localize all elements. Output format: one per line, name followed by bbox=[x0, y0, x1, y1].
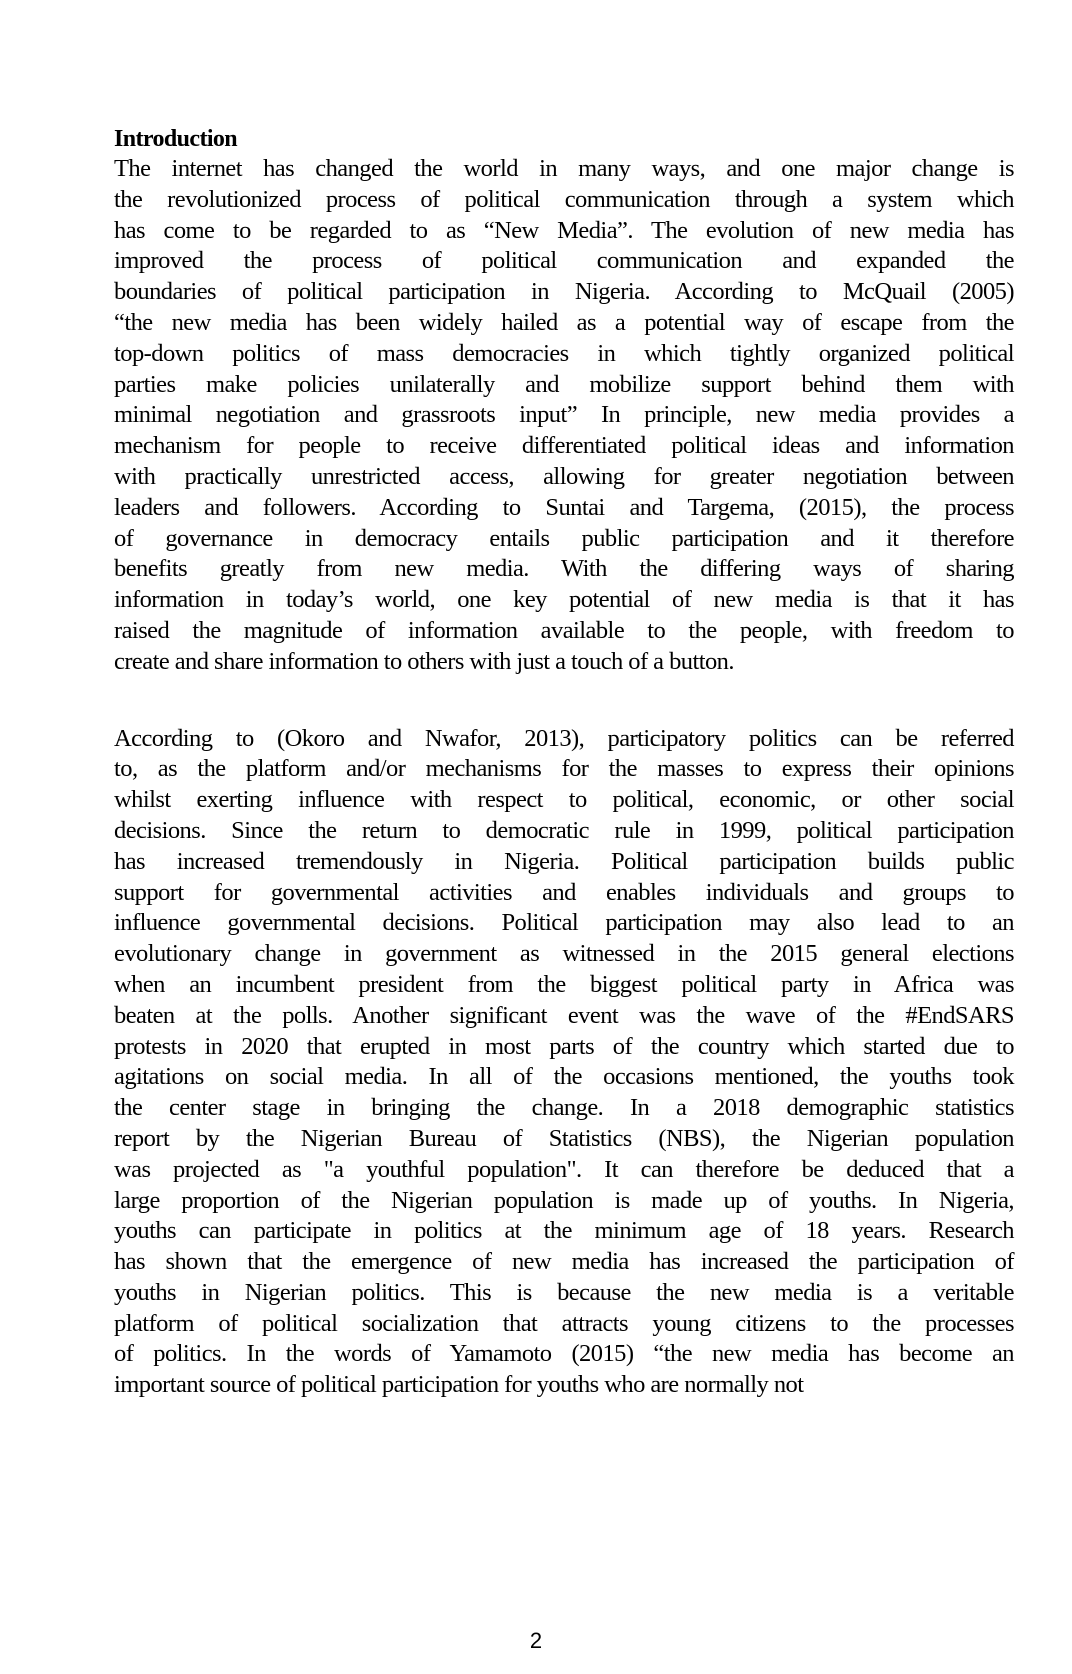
text-line bbox=[114, 1093, 1014, 1124]
paragraph-1 bbox=[114, 154, 1014, 678]
text-line-content: whilst exerting influence with respect to political, economic, or other social bbox=[114, 786, 1014, 814]
text-line bbox=[114, 1155, 1014, 1186]
text-line bbox=[114, 1216, 1014, 1247]
text-line-content: the center stage in bringing the change. In a 2018 demographic statistics bbox=[114, 1094, 1014, 1122]
text-line-content: create and share information to others with just a touch of a button. bbox=[114, 647, 734, 675]
text-line bbox=[114, 1339, 1014, 1370]
text-line bbox=[114, 1247, 1014, 1278]
text-line bbox=[114, 647, 1014, 678]
text-line bbox=[114, 970, 1014, 1001]
text-line-content: leaders and followers. According to Suntai and Targema, (2015), the process bbox=[114, 493, 1014, 521]
text-line-content: evolutionary change in government as witnessed in the 2015 general elections bbox=[114, 940, 1014, 968]
text-line bbox=[114, 724, 1014, 755]
text-line-content: has increased tremendously in Nigeria. Political participation builds public bbox=[114, 847, 1014, 875]
text-line-content: agitations on social media. In all of the occasions mentioned, the youths took bbox=[114, 1063, 1014, 1091]
text-line bbox=[114, 400, 1014, 431]
text-line bbox=[114, 1186, 1014, 1217]
text-line bbox=[114, 585, 1014, 616]
text-line-content: decisions. Since the return to democratic rule in 1999, political participation bbox=[114, 816, 1014, 844]
text-line bbox=[114, 939, 1014, 970]
text-line bbox=[114, 431, 1014, 462]
text-line-content: influence governmental decisions. Political participation may also lead to an bbox=[114, 909, 1014, 937]
text-line bbox=[114, 370, 1014, 401]
text-line-content: protests in 2020 that erupted in most parts of the country which started due to bbox=[114, 1032, 1014, 1060]
text-line bbox=[114, 1062, 1014, 1093]
text-line bbox=[114, 1001, 1014, 1032]
text-line bbox=[114, 462, 1014, 493]
text-line-content: support for governmental activities and enables individuals and groups to bbox=[114, 878, 1014, 906]
page-content bbox=[114, 124, 1014, 1401]
paragraph-2 bbox=[114, 724, 1014, 1402]
text-line-content: has come to be regarded to as “New Media”. The evolution of new media has bbox=[114, 216, 1014, 244]
text-line bbox=[114, 277, 1014, 308]
text-line-content: improved the process of political communication and expanded the bbox=[114, 247, 1014, 275]
text-line-content: when an incumbent president from the biggest political party in Africa was bbox=[114, 970, 1014, 998]
text-line-content: “the new media has been widely hailed as a potential way of escape from the bbox=[114, 308, 1014, 336]
text-line-content: top-down politics of mass democracies in which tightly organized political bbox=[114, 339, 1014, 367]
page-number: 2 bbox=[529, 1628, 543, 1653]
text-line-content: youths in Nigerian politics. This is because the new media is a veritable bbox=[114, 1278, 1014, 1306]
text-line bbox=[114, 185, 1014, 216]
text-line bbox=[114, 1124, 1014, 1155]
text-line-content: of politics. In the words of Yamamoto (2015) “the new media has become an bbox=[114, 1340, 1014, 1368]
text-line-content: raised the magnitude of information available to the people, with freedom to bbox=[114, 616, 1014, 644]
text-line-content: The internet has changed the world in many ways, and one major change is bbox=[114, 155, 1014, 182]
text-line-content: large proportion of the Nigerian population is made up of youths. In Nigeria, bbox=[114, 1186, 1014, 1214]
text-line-content: platform of political socialization that attracts young citizens to the processes bbox=[114, 1309, 1014, 1337]
text-line-content: important source of political participation for youths who are normally not bbox=[114, 1371, 804, 1399]
text-line bbox=[114, 754, 1014, 785]
text-line bbox=[114, 216, 1014, 247]
text-line bbox=[114, 1370, 1014, 1401]
text-line bbox=[114, 493, 1014, 524]
text-line-content: mechanism for people to receive differentiated political ideas and information bbox=[114, 432, 1014, 460]
text-line bbox=[114, 524, 1014, 555]
text-line bbox=[114, 878, 1014, 909]
text-line bbox=[114, 1278, 1014, 1309]
paragraph-gap bbox=[114, 678, 1014, 724]
text-line-content: minimal negotiation and grassroots input” In principle, new media provides a bbox=[114, 401, 1014, 429]
text-line-content: benefits greatly from new media. With the differing ways of sharing bbox=[114, 555, 1014, 583]
text-line bbox=[114, 554, 1014, 585]
text-line bbox=[114, 785, 1014, 816]
text-line bbox=[114, 816, 1014, 847]
text-line-content: information in today’s world, one key potential of new media is that it has bbox=[114, 586, 1014, 614]
text-line-content: youths can participate in politics at the minimum age of 18 years. Research bbox=[114, 1217, 1014, 1245]
text-line-content: parties make policies unilaterally and mobilize support behind them with bbox=[114, 370, 1014, 398]
text-line bbox=[114, 1309, 1014, 1340]
text-line bbox=[114, 847, 1014, 878]
text-line bbox=[114, 616, 1014, 647]
text-line bbox=[114, 246, 1014, 277]
text-line-content: report by the Nigerian Bureau of Statistics (NBS), the Nigerian population bbox=[114, 1124, 1014, 1152]
text-line-content: the revolutionized process of political communication through a system which bbox=[114, 185, 1014, 213]
text-line bbox=[114, 154, 1014, 185]
text-line bbox=[114, 908, 1014, 939]
text-line-content: to, as the platform and/or mechanisms for the masses to express their opinions bbox=[114, 755, 1014, 783]
section-heading: Introduction bbox=[114, 126, 238, 152]
text-line bbox=[114, 339, 1014, 370]
text-line bbox=[114, 308, 1014, 339]
text-line-content: According to (Okoro and Nwafor, 2013), participatory politics can be referred bbox=[114, 724, 1014, 752]
text-line-content: was projected as "a youthful population". It can therefore be deduced that a bbox=[114, 1155, 1014, 1183]
text-line-content: of governance in democracy entails public participation and it therefore bbox=[114, 524, 1014, 552]
text-line-content: with practically unrestricted access, allowing for greater negotiation between bbox=[114, 462, 1014, 490]
text-line-content: has shown that the emergence of new media has increased the participation of bbox=[114, 1248, 1014, 1276]
text-line-content: beaten at the polls. Another significant event was the wave of the #EndSARS bbox=[114, 1001, 1014, 1029]
text-line-content: boundaries of political participation in Nigeria. According to McQuail (2005) bbox=[114, 278, 1014, 306]
text-line bbox=[114, 1032, 1014, 1063]
